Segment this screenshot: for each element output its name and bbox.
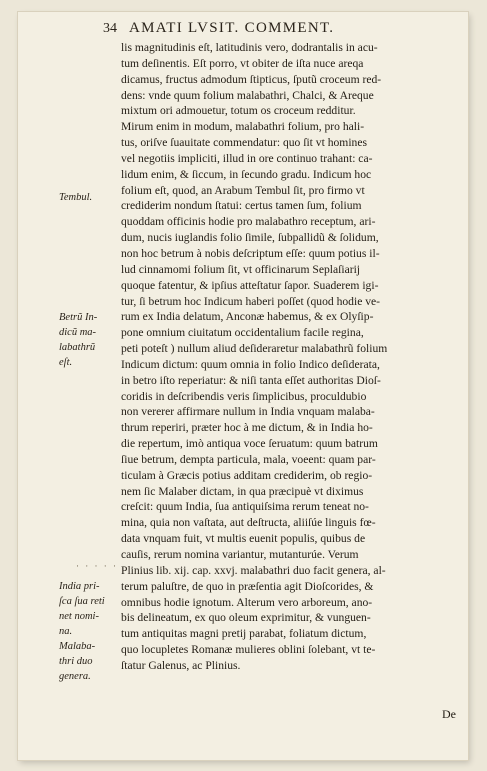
text-line: die repertum, imò antiqua voce ſeruatum: quum batrum [121,437,378,451]
marginal-line: ſca ſua reti [59,596,105,607]
text-line: tus, oriſve ſuauitate commendatur: quo ſit vt homines [121,136,367,150]
text-line: non hoc betrum à nobis deſcriptum eſſe: quum potius il- [121,246,380,260]
text-line: creſcit: quum India, ſua antiquiſsima rerum teneat no- [121,500,369,514]
book-page [18,12,468,760]
text-line: mixtum ori admouetur, totum os croceum redditur. [121,104,356,118]
text-line: peti poteſt ) nullum aliud deſideraretur malabathrũ folium [121,342,388,356]
text-line: pone omnium ciuitatum occidentalium facile regina, [121,326,364,340]
text-line: quo locupletes Romanæ mulieres oblini ſolebant, vt te- [121,643,376,657]
text-line: Mirum enim in modum, malabathri folium, pro hali- [121,120,365,134]
text-line: rum ex India delatum, Anconæ habemus, & ex Olyſip- [121,310,374,324]
text-line: dicamus, fructus admodum ſtipticus, ſputũ croceum red- [121,72,382,86]
main-text-block [121,40,461,674]
marginal-line: Malaba- [59,641,96,652]
text-line: thrum reperiri, præter hoc à me dictum, & in India ho- [121,421,373,435]
running-title: AMATI LVSIT. COMMENT. [129,20,335,36]
marginal-note-betrum-indicum [59,310,97,370]
marginal-line: na. [59,626,73,637]
marginal-line: dicũ ma- [59,327,97,338]
text-line: ticulam à Græcis potius additam crediderim, ob regio- [121,468,373,482]
marginal-line: eſt. [59,357,73,368]
marginal-line: thri duo [59,656,93,667]
text-line: ſtatur Galenus, ac Plinius. [121,658,241,672]
text-line: lidum enim, & ſiccum, in ſecundo gradu. Indicum hoc [121,167,372,181]
text-line: crediderim nondum ſtatui: certus tamen ſum, folium [121,199,362,213]
marginal-note-tembul [59,190,92,205]
page-number: 34 [103,21,117,36]
marginal-line: labathrũ [59,342,96,353]
text-line: non vererer affirmare nullum in India vnquam malaba- [121,405,375,419]
text-line: coridis in deſcribendis veris ſimplicibus, proculdubio [121,389,367,403]
text-line: in betro iſto reperiatur: & niſi tanta eſſet authoritas Dioſ- [121,373,381,387]
text-line: tum antiquitas magni pretij parabat, foliatum dictum, [121,627,367,641]
marginal-note-malabathri-genera [59,639,95,684]
marginal-line: India pri- [59,581,100,592]
text-line: dum, nucis iuglandis folio ſimile, ſubpallidũ & ſolidum, [121,231,379,245]
marginal-line: Tembul. [59,192,93,203]
text-line: lis magnitudinis eſt, latitudinis vero, dodrantalis in acu- [121,41,378,54]
text-line: terum paluſtre, de quo in præſentia agit Dioſcorides, & [121,579,374,593]
text-line: Indicum dictum: quum omnia in folio Indico deſiderata, [121,357,380,371]
text-line: folium eſt, quod, an Arabum Tembul ſit, pro firmo vt [121,183,365,197]
text-line: bis delineatum, ex quo oleum exprimitur, & vunguen- [121,611,371,625]
marginal-ornament: · · · · · [76,561,118,571]
text-line: tum deſinentis. Eſt porro, vt obiter de iſta nuce areqa [121,56,364,70]
text-line: omnibus hodie ignotum. Alterum vero arboreum, ano- [121,595,373,609]
running-header [103,20,334,37]
text-line: quoddam officinis hodie pro malabathro receptum, ari- [121,215,376,229]
catchword: De [442,707,456,721]
text-line: mina, quia non vaſtata, aut deſtructa, aliiſúe linguis fœ- [121,516,376,530]
marginal-line: Betrũ In- [59,312,98,323]
text-line: lud cinnamomi folium ſit, vt officinarum Seplaſiarij [121,262,361,276]
text-line: cauſis, rerum nomina variantur, mutanturúe. Verum [121,548,359,561]
text-line: Plinius lib. xij. cap. xxvj. malabathri duo facit genera, al- [121,563,386,577]
marginal-line: genera. [59,671,91,682]
marginal-line: net nomi- [59,611,99,622]
text-line: nem ſic Malaber dictam, in qua præcipuè vt diximus [121,484,364,498]
text-line: tur, ſi betrum hoc Indicum haberi poſſet (quod hodie ve- [121,294,381,308]
text-line: dens: vnde quum folium malabathri, Chalci, & Areque [121,88,374,102]
marginal-note-india-prisca [59,579,105,639]
text-line: quoque fatentur, & ipſius atteſtatur ſapor. Suaderem igi- [121,278,379,292]
text-line: ſiue betrum, dempta particula, mala, voeent: quam par- [121,452,376,466]
text-line: vel negotiis impliciti, illud in ore continuo trahant: ca- [121,151,373,165]
text-line: data vnquam fuit, vt multis euenit populis, quibus de [121,532,366,546]
